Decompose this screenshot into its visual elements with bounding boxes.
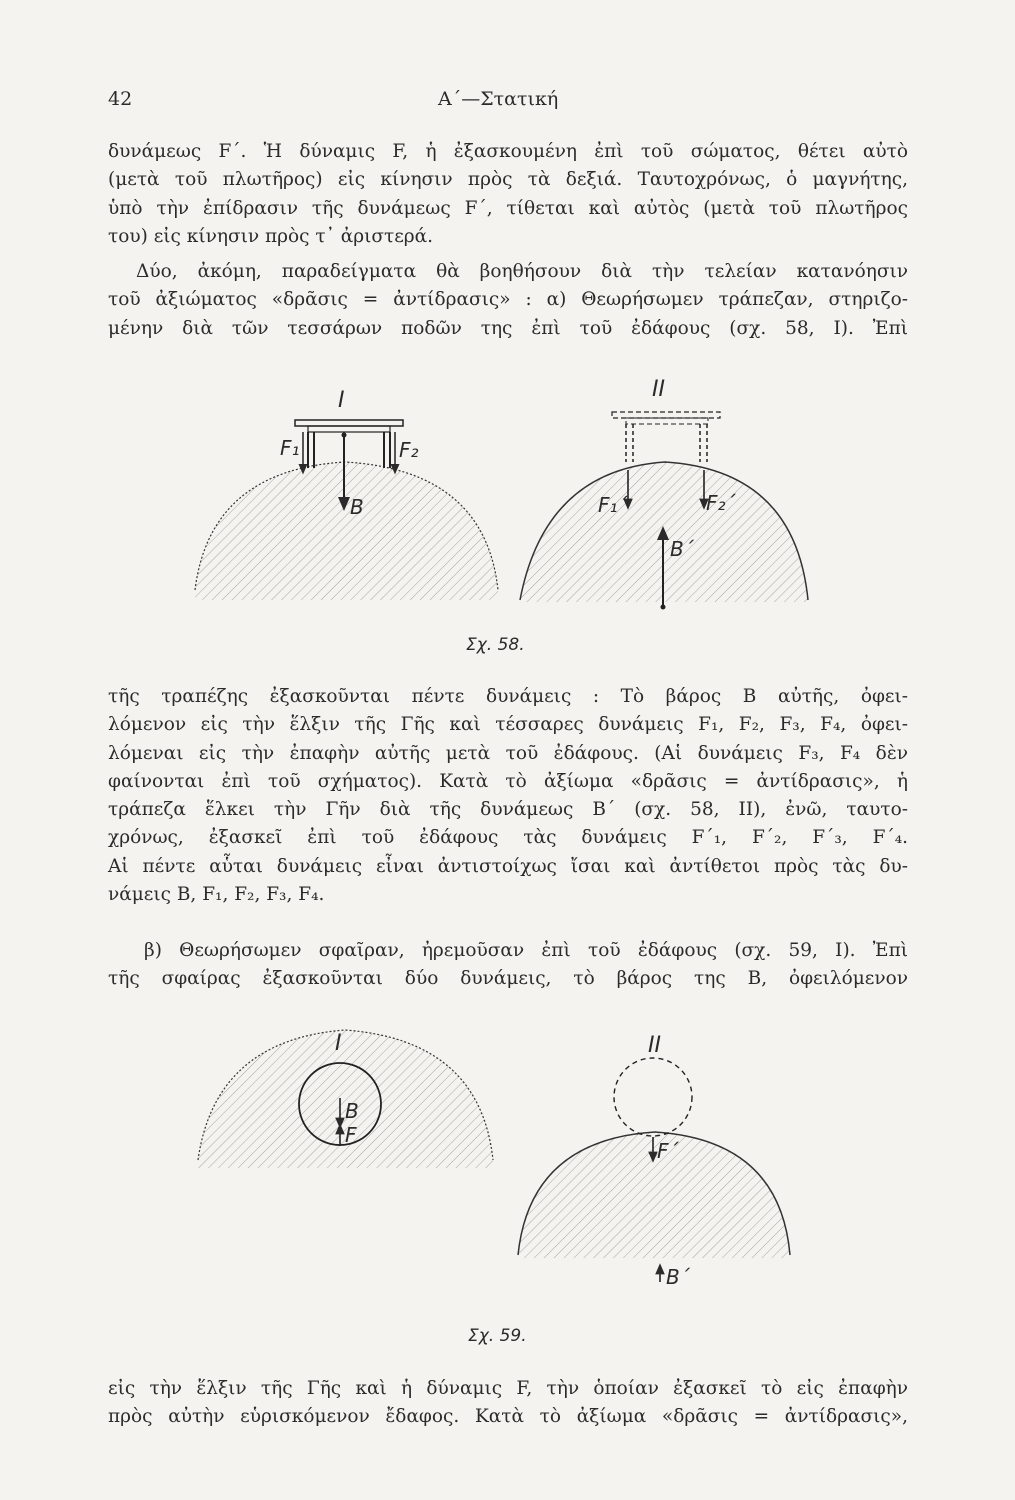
paragraph-3 (108, 683, 908, 909)
fig59-label-I: I (335, 1031, 342, 1056)
text-line: μένην διὰ τῶν τεσσάρων ποδῶν της ἐπὶ τοῦ ἐδάφους (σχ. 58, I). Ἐπὶ (108, 317, 908, 339)
text-line: Αἱ πέντε αὗται δυνάμεις εἶναι ἀντιστοίχως ἴσαι καὶ ἀντίθετοι πρὸς τὰς δυ- (108, 855, 908, 877)
fig58-caption: Σχ. 58. (466, 635, 525, 655)
text-line: τοῦ ἀξιώματος «δρᾶσις = ἀντίδρασις» : α) Θεωρήσωμεν τράπεζαν, στηριζο- (108, 289, 908, 311)
fig58-diagram-II (520, 412, 808, 610)
fig58-diagram-I (195, 420, 498, 600)
fig59-label-II: II (648, 1033, 661, 1058)
fig59-label-F: F (345, 1123, 357, 1147)
fig58-label-F1: F₁ (280, 436, 300, 460)
running-title: Α΄—Στατική (438, 88, 559, 110)
paragraph-5 (108, 1375, 908, 1432)
fig59-label-B-prime: B΄ (666, 1265, 690, 1289)
fig58-label-B: B (350, 495, 364, 519)
text-line: (μετὰ τοῦ πλωτῆρος) εἰς κίνησιν πρὸς τὰ δεξιά. Ταυτοχρόνως, ὁ μαγνήτης, (108, 169, 908, 191)
text-line: του) εἰς κίνησιν πρὸς τ᾿ ἀριστερά. (108, 225, 434, 247)
fig59-label-F-prime: F΄ (657, 1139, 679, 1163)
text-line: εἰς τὴν ἕλξιν τῆς Γῆς καὶ ἡ δύναμις F, τὴν ὁποίαν ἐξασκεῖ τὸ εἰς ἐπαφὴν (108, 1378, 908, 1399)
text-line: χρόνως, ἐξασκεῖ ἐπὶ τοῦ ἐδάφους τὰς δυνάμεις F΄₁, F΄₂, F΄₃, F΄₄. (108, 827, 908, 849)
fig59-label-B: B (345, 1099, 359, 1123)
paragraph-4 (108, 937, 908, 994)
page-number: 42 (108, 88, 133, 110)
text-line: Δύο, ἀκόμη, παραδείγματα θὰ βοηθήσουν διὰ τὴν τελείαν κατανόησιν (136, 261, 908, 282)
fig58-label-F2: F₂ (399, 438, 419, 462)
text-line: λόμεναι εἰς τὴν ἐπαφὴν αὐτῆς μετὰ τοῦ ἐδάφους. (Αἱ δυνάμεις F₃, F₄ δὲν (108, 742, 908, 764)
text-line: φαίνονται ἐπὶ τοῦ σχήματος). Κατὰ τὸ ἀξίωμα «δρᾶσις = ἀντίδρασις», ἡ (108, 770, 908, 792)
text-line: β) Θεωρήσωμεν σφαῖραν, ἠρεμοῦσαν ἐπὶ τοῦ ἐδάφους (σχ. 59, I). Ἐπὶ (144, 940, 908, 961)
fig59-diagram-II (518, 1058, 790, 1282)
text-line: τῆς σφαίρας ἐξασκοῦνται δύο δυνάμεις, τὸ βάρος της B, ὀφειλόμενον (108, 968, 908, 990)
text-line: λόμενον εἰς τὴν ἕλξιν τῆς Γῆς καὶ τέσσαρες δυνάμεις F₁, F₂, F₃, F₄, ὀφει- (108, 714, 908, 736)
fig59-caption: Σχ. 59. (468, 1326, 527, 1346)
text-line: πρὸς αὐτὴν εὑρισκόμενον ἔδαφος. Κατὰ τὸ ἀξίωμα «δρᾶσις = ἀντίδρασις», (108, 1406, 908, 1428)
fig58-label-I: I (338, 388, 345, 413)
text-line: νάμεις B, F₁, F₂, F₃, F₄. (108, 884, 325, 906)
fig58-label-F1-prime: F₁΄ (598, 493, 628, 517)
text-line: δυνάμεως F΄. Ἡ δύναμις F, ἡ ἐξασκουμένη ἐπὶ τοῦ σώματος, θέτει αὐτὸ (108, 141, 908, 162)
fig58-label-II: II (652, 377, 665, 402)
text-line: ὑπὸ τὴν ἐπίδρασιν τῆς δυνάμεως F΄, τίθεται καὶ αὐτὸς (μετὰ τοῦ πλωτῆρος (108, 197, 908, 219)
text-line: τῆς τραπέζης ἐξασκοῦνται πέντε δυνάμεις : Τὸ βάρος B αὐτῆς, ὀφει- (108, 686, 908, 707)
fig58-label-F2-prime: F₂΄ (706, 491, 736, 515)
text-line: τράπεζα ἕλκει τὴν Γῆν διὰ τῆς δυνάμεως B΄ (σχ. 58, II), ἐνῶ, ταυτο- (108, 799, 908, 821)
fig58-label-B-prime: B΄ (670, 537, 694, 561)
